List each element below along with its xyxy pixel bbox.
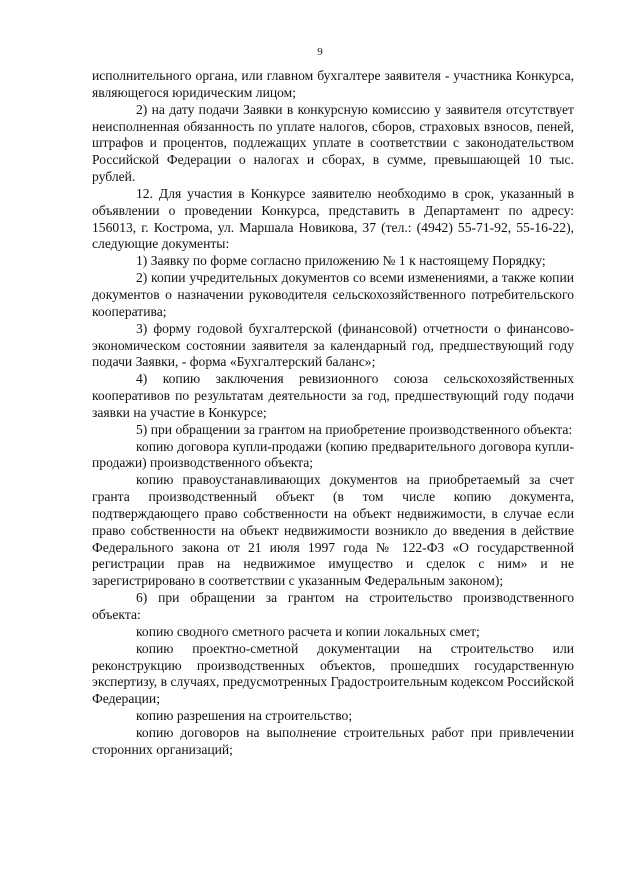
paragraph: копию договоров на выполнение строительных работ при привлечении сторонних организаций; xyxy=(92,724,574,757)
paragraph: 1) Заявку по форме согласно приложению № 1 к настоящему Порядку; xyxy=(136,253,546,269)
paragraph: исполнительного органа, или главном бухгалтере заявителя - участника Конкурса, являющегося юридическим лицом; xyxy=(92,68,574,100)
paragraph: 4) копию заключения ревизионного союза сельскохозяйственных кооперативов по результатам деятельности за год, предшествующий году подачи заявки на участие в Конкурсе; xyxy=(92,371,574,420)
paragraph: 6) при обращении за грантом на строительство производственного объекта: xyxy=(92,590,574,622)
document-body xyxy=(92,68,574,759)
paragraph: 2) копии учредительных документов со всеми изменениями, а также копии документов о назначении руководителя сельскохозяйственного потребительского кооператива; xyxy=(92,270,574,319)
paragraph: 2) на дату подачи Заявки в конкурсную комиссию у заявителя отсутствует неисполненная обязанность по уплате налогов, сборов, страховых взносов, пеней, штрафов и процентов, подлежащих уплате в соответствии с законодательством Российской Федерации о налогах и сборах, в сумме, превышающей 10 тыс. рублей. xyxy=(92,101,574,185)
paragraph: 3) форму годовой бухгалтерской (финансовой) отчетности о финансово-экономическом состоянии заявителя за календарный год, предшествующий году подачи Заявки, - форма «Бухгалтерский баланс»; xyxy=(92,320,574,370)
paragraph: копию проектно-сметной документации на строительство или реконструкцию производственных объектов, прошедших государственную экспертизу, в случаях, предусмотренных Градостроительным кодексом Российской Федерации; xyxy=(92,640,574,707)
paragraph: копию договора купли-продажи (копию предварительного договора купли-продажи) производственного объекта; xyxy=(92,438,574,471)
paragraph: копию правоустанавливающих документов на приобретаемый за счет гранта производственный объект (в том числе копию документа, подтверждающего право собственности на объект недвижимости, в случае если право собственности на объект недвижимости возникло до введения в действие Федерального закона от 21 июля 1997 года № 122-ФЗ «О государственной регистрации прав на недвижимое имущество и сделок с ним» и не зарегистрировано в соответствии с указанным Федеральным законом); xyxy=(92,472,574,589)
page-number: 9 xyxy=(317,46,323,58)
paragraph: копию сводного сметного расчета и копии локальных смет; xyxy=(136,623,480,639)
paragraph: 5) при обращении за грантом на приобретение производственного объекта: xyxy=(136,421,573,437)
paragraph: 12. Для участия в Конкурсе заявителю необходимо в срок, указанный в объявлении о проведении Конкурса, представить в Департамент по адресу: 156013, г. Кострома, ул. Маршала Новикова, 37 (тел.: (4942) 55-71-92, 55-16-22), следующие документы: xyxy=(92,185,574,252)
paragraph: копию разрешения на строительство; xyxy=(136,708,353,724)
